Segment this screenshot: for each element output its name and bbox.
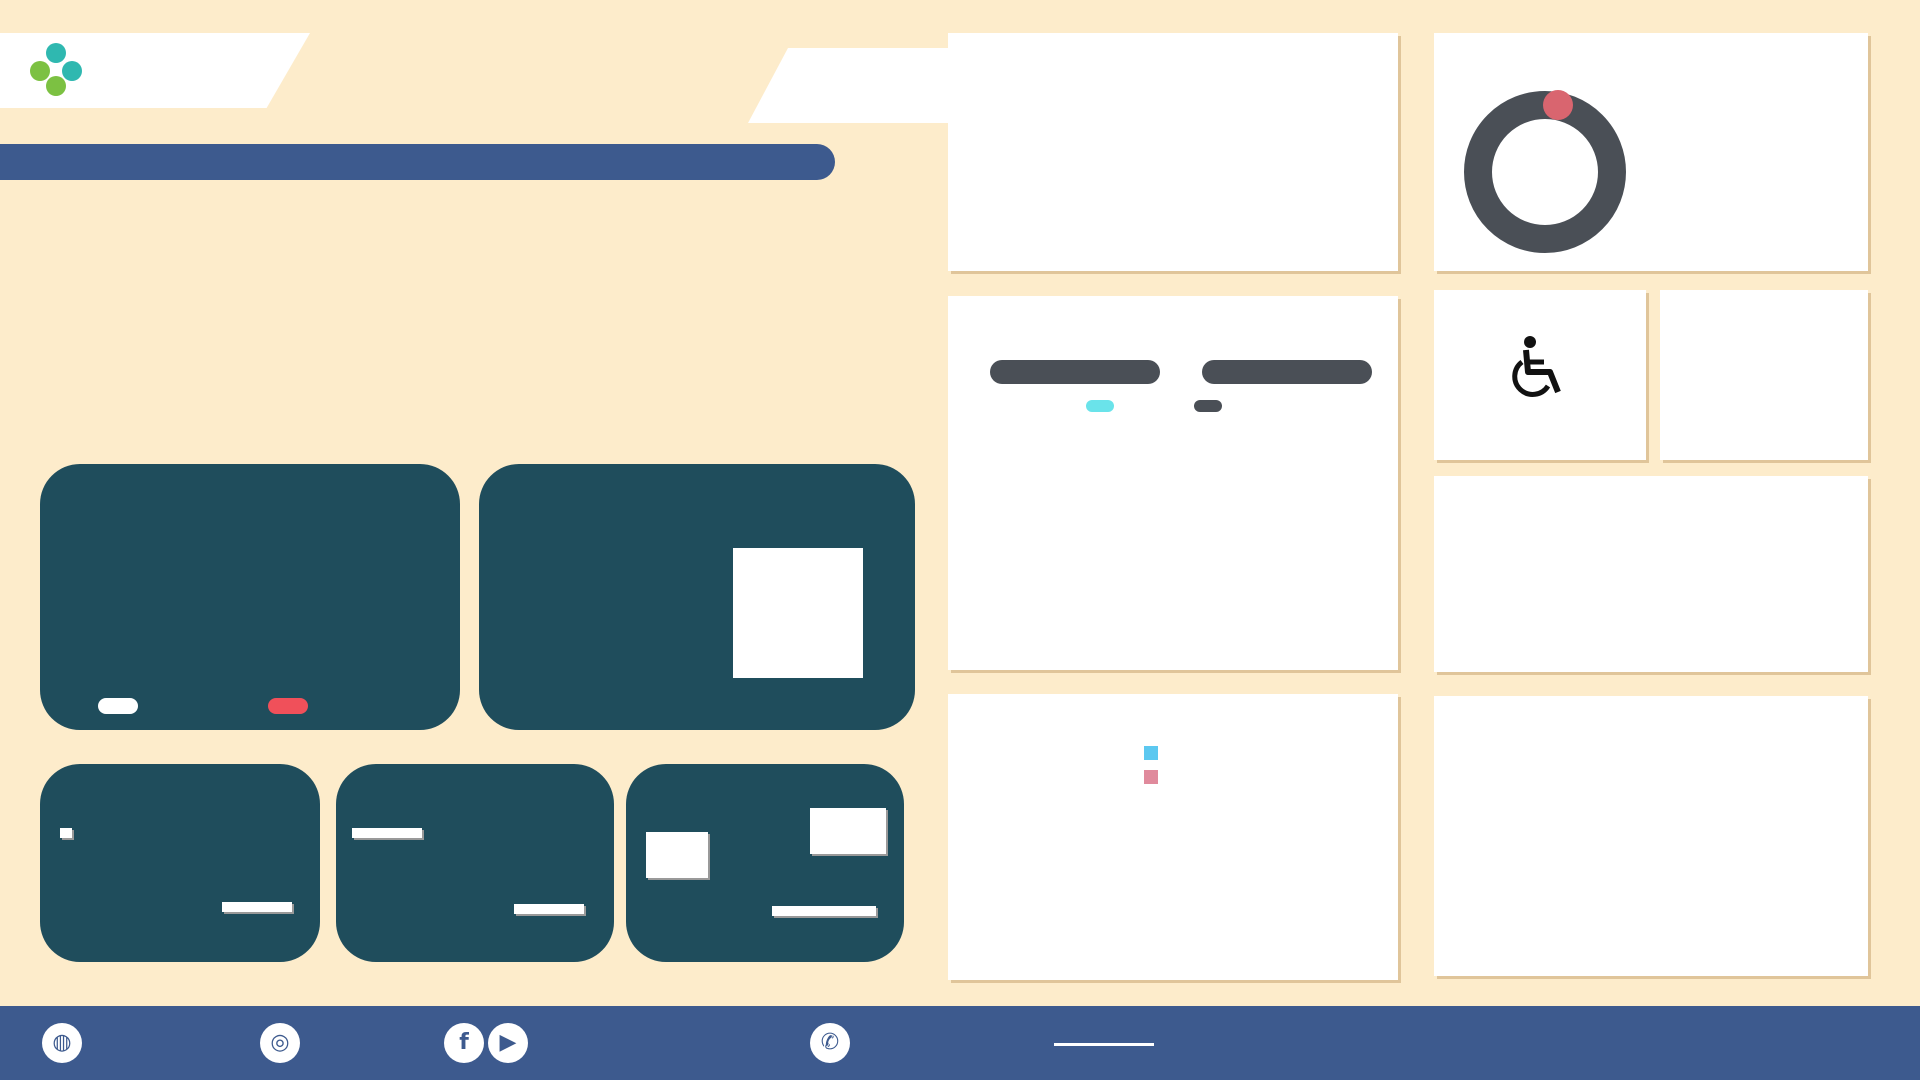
youtube-icon[interactable]: ▶	[488, 1023, 528, 1063]
poli-bsh-chart	[1184, 502, 1394, 662]
umur-panel	[479, 464, 915, 730]
pos-card	[948, 296, 1398, 670]
lansia-b-label	[222, 902, 292, 912]
rujuk-ring	[1460, 87, 1630, 257]
kemenkes-logo-icon	[28, 41, 84, 97]
facebook-icon[interactable]: f	[444, 1023, 484, 1063]
pos-leg-j-swatch	[1086, 400, 1114, 412]
risti-panel	[336, 764, 614, 962]
lab-card	[948, 694, 1398, 980]
survei-ring-1	[1676, 332, 1758, 414]
layanan-c-label	[772, 906, 876, 916]
globe-icon[interactable]: ◍	[42, 1023, 82, 1063]
lab-bar-chart	[948, 792, 1398, 978]
umur-table	[733, 548, 863, 678]
rujuk-bar-chart	[1630, 145, 1862, 271]
header-banner	[0, 144, 835, 180]
legend-risti-swatch	[268, 698, 308, 714]
layanan-b-label	[810, 808, 886, 854]
footer-divider	[1054, 1043, 1154, 1046]
risti-donut-chart	[408, 816, 558, 966]
layanan-a-label	[646, 832, 708, 878]
penyakit-card	[948, 33, 1398, 271]
instagram-icon[interactable]: ◎	[260, 1023, 300, 1063]
layanan-panel	[626, 764, 904, 962]
lingkungan-card	[1434, 696, 1868, 976]
rujuk-card	[1434, 33, 1868, 271]
legend-non-swatch	[98, 698, 138, 714]
pos-bsh-bar	[1202, 360, 1372, 384]
layanan-donut-chart	[696, 812, 826, 942]
risti-b-label	[514, 904, 584, 914]
risti-a-label	[352, 828, 422, 838]
footer	[0, 1006, 1920, 1080]
logo-panel	[0, 33, 310, 108]
lansia-donut-chart	[128, 816, 278, 966]
pos-ahpg-bar	[990, 360, 1160, 384]
survei-ring-2	[1768, 332, 1850, 414]
people-icons	[116, 542, 326, 692]
whatsapp-icon[interactable]: ✆	[810, 1023, 850, 1063]
lansia-a-label	[60, 828, 72, 838]
poli-ahpg-chart	[958, 502, 1168, 662]
wheelchair-icon	[1504, 334, 1574, 404]
berakhlak-panel	[748, 48, 948, 123]
penyakit-pie-chart	[1048, 85, 1298, 270]
distribusi-panel	[40, 464, 460, 730]
lab-leg-neg-swatch	[1144, 770, 1158, 784]
lansia-panel	[40, 764, 320, 962]
survei-card	[1660, 290, 1868, 460]
lab-leg-pos-swatch	[1144, 746, 1158, 760]
umur-pie-chart	[509, 534, 689, 724]
pos-leg-p-swatch	[1194, 400, 1222, 412]
kursi-card	[1434, 290, 1646, 460]
kesimpulan-card	[1434, 476, 1868, 672]
